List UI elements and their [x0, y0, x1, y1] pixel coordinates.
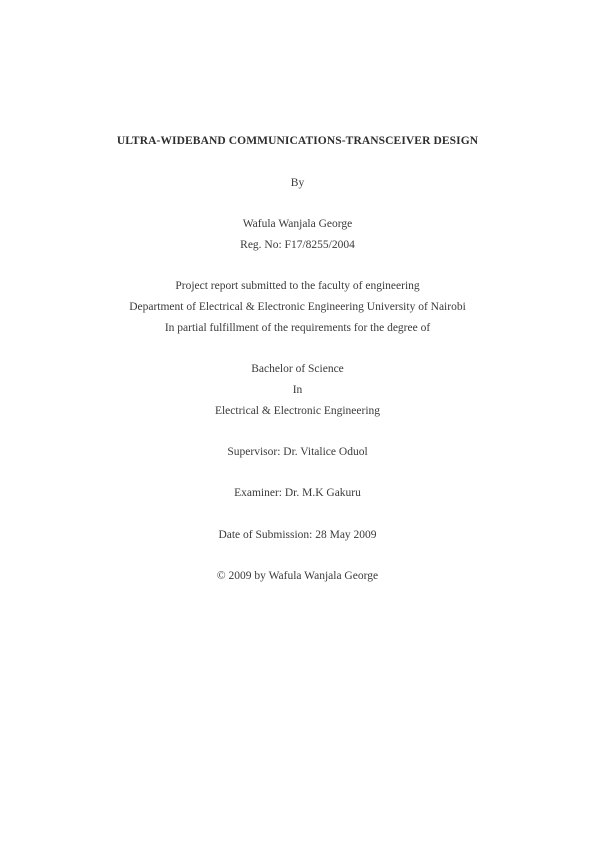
date-of-submission: Date of Submission: 28 May 2009	[218, 529, 377, 541]
degree-field: Electrical & Electronic Engineering	[214, 405, 381, 417]
examiner: Examiner: Dr. M.K Gakuru	[234, 487, 361, 499]
author-name: Wafula Wanjala George	[242, 218, 353, 230]
by-label: By	[290, 177, 305, 189]
submission-line-3: In partial fulfillment of the requirements for the degree of	[164, 322, 431, 334]
registration-number: Reg. No: F17/8255/2004	[240, 239, 355, 251]
degree-in: In	[292, 384, 303, 396]
submission-line-1: Project report submitted to the faculty of engineering	[175, 280, 420, 292]
degree-name: Bachelor of Science	[251, 363, 344, 375]
submission-line-2: Department of Electrical & Electronic Engineering University of Nairobi	[129, 301, 466, 313]
report-title: ULTRA-WIDEBAND COMMUNICATIONS-TRANSCEIVER DESIGN	[116, 135, 479, 147]
supervisor: Supervisor: Dr. Vitalice Oduol	[227, 446, 368, 458]
copyright-notice: © 2009 by Wafula Wanjala George	[216, 570, 379, 582]
